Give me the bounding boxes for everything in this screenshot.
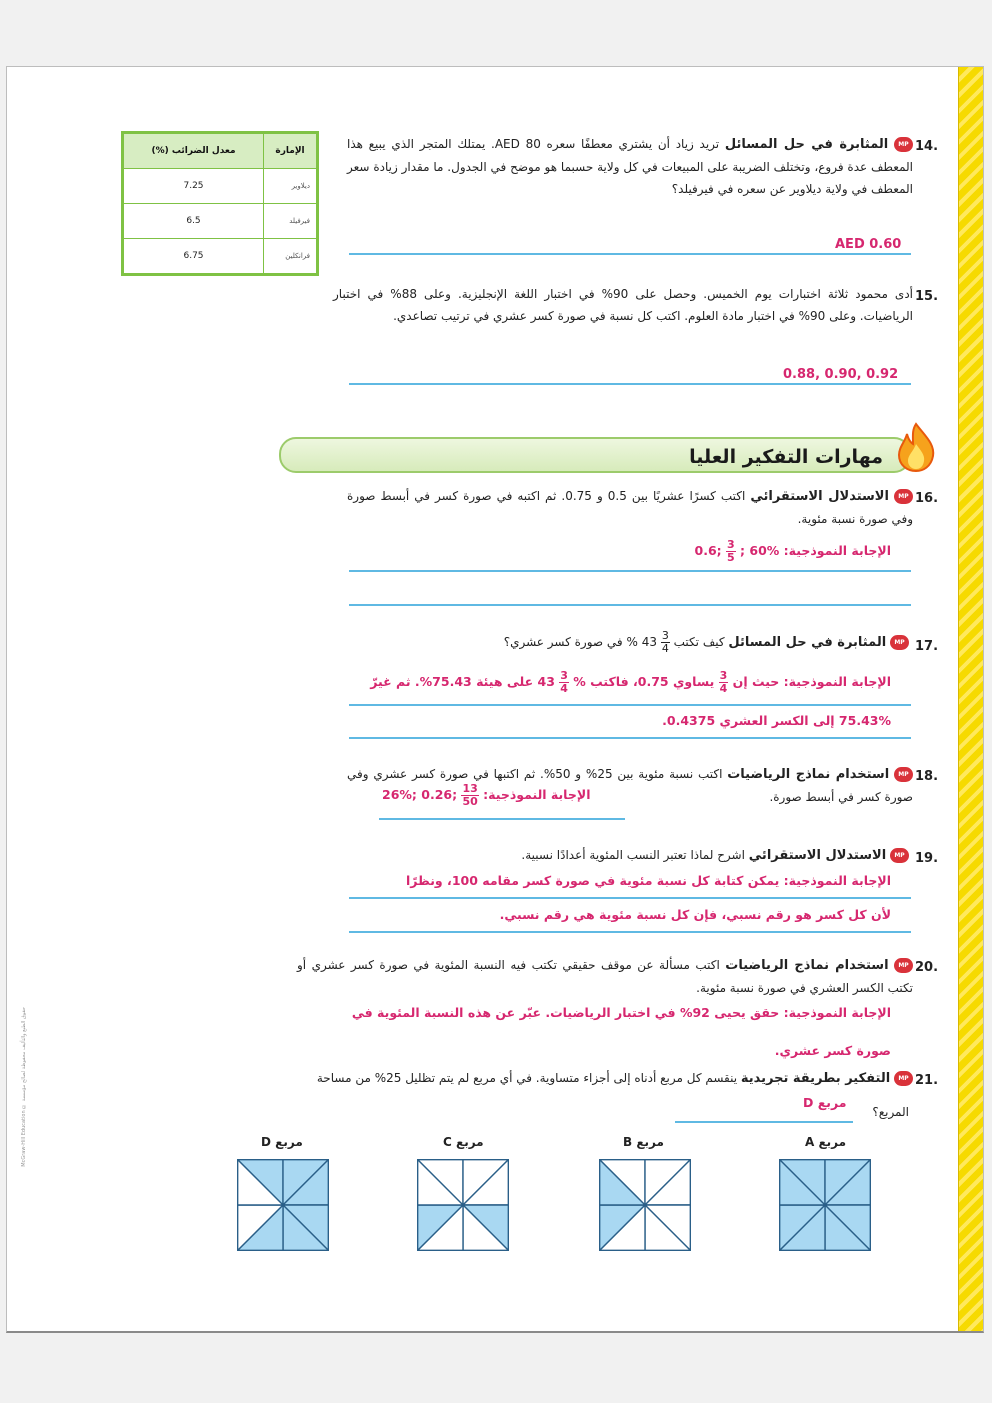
mp-badge-icon: MP [890,848,909,863]
table-cell-state: ديلاوير [264,169,318,204]
question-16-text-body: اكتب كسرًا عشريًا بين 0.5 و 0.75. ثم اكتبه في صورة كسر في أبسط صورة وفي صورة نسبة مئوية. [347,489,913,526]
question-15-number: 15. [915,289,939,304]
mp-badge-icon: MP [894,958,913,973]
flame-icon [895,422,937,472]
table-cell-rate: 7.25 [123,169,264,204]
question-20-text [297,954,913,999]
square-a-figure [779,1159,871,1251]
question-14-number: 14. [915,139,939,154]
question-17-answer-line1 [370,670,891,695]
mp-badge-icon: MP [894,489,913,504]
question-17-number: 17. [915,639,939,654]
answer-values [382,782,479,808]
square-label-d: مربع D [261,1135,303,1149]
question-16-skill: الاستدلال الاستقرائي [750,489,889,504]
question-21-number: 21. [915,1073,939,1088]
answer-percent: ; 60% [740,543,780,558]
table-cell-rate: 6.5 [123,204,264,239]
answer-decimal: 0.6; [694,543,722,558]
answer-fraction [719,670,729,695]
fraction-numerator: 3 [661,629,669,642]
question-20-answer-line1: الإجابة النموذجية: حقق يحيى 92% في اختبار الرياضيات. عبّر عن هذه النسبة المئوية في [351,1005,891,1020]
mp-badge-icon: MP [894,137,913,152]
question-15-text: أدى محمود ثلاثة اختبارات يوم الخميس. وحصل على 90% في اختبار اللغة الإنجليزية. وعلى 88% في اختبار الرياضيات. وعلى 90% في اختبار مادة العلوم. اكتب كل نسبة في صورة كسر عشري في ترتيب تصاعدي. [333,287,913,323]
table-cell-rate: 6.75 [123,239,264,275]
question-14-text-line1: تريد زياد أن يشتري معطفًا سعره AED 80. [491,137,720,151]
answer-fraction [461,783,478,808]
square-label-b: مربع B [623,1135,664,1149]
fraction-denominator: 50 [462,795,478,808]
fraction-numerator: 13 [462,782,478,795]
answer-line [349,604,911,606]
fraction-numerator: 3 [727,538,735,551]
table-row [123,169,318,204]
answer-label: الإجابة النموذجية: [483,787,591,802]
square-label-a: مربع A [805,1135,847,1149]
square-d-figure [237,1159,329,1251]
question-14-answer: AED 0.60 [835,237,902,252]
question-16-number: 16. [915,491,939,506]
question-17-text-b: 43 % في صورة كسر عشري؟ [503,635,657,649]
question-19-number: 19. [915,851,939,866]
question-21-answer: مربع D [803,1095,847,1110]
question-14-text [347,133,913,200]
fraction-denominator: 4 [560,682,568,695]
question-20-text-body: اكتب مسألة عن موقف حقيقي تكتب فيه النسبة المئوية في صورة كسر عشري أو تكتب الكسر العشري في صورة نسبة مئوية. [297,958,913,995]
answer-line [675,1121,853,1123]
question-15-answer: 0.88, 0.90, 0.92 [783,367,899,382]
answer-line [379,818,625,820]
answer-values [694,538,780,564]
copyright-credit: McGraw-Hill Education © حقوق الطبع والتأليف محفوظة لصالح مؤسسة [21,1007,27,1167]
section-title: مهارات التفكير العليا [689,446,883,468]
question-18-text-body: اكتب نسبة مئوية بين 25% و 50%. ثم اكتبها في صورة كسر عشري وفي صورة كسر في أبسط صورة. [347,767,913,804]
side-stripe [958,67,983,1331]
answer-line [349,704,911,706]
answer-fraction [559,670,569,695]
question-18-answer [379,783,593,808]
answer-fraction [726,539,736,564]
table-cell-state: فرانكلين [264,239,318,275]
question-18-number: 18. [915,769,939,784]
square-b-figure [599,1159,691,1251]
question-17-text [504,630,909,655]
fraction-numerator: 3 [560,669,568,682]
fraction-numerator: 3 [719,669,728,682]
question-20-skill: استخدام نماذج الرياضيات [725,958,889,973]
mp-badge-icon: MP [894,1071,913,1086]
question-16-text [347,485,913,530]
tax-rate-table [121,131,319,276]
table-header-rate: معدل الضرائب (%) [123,133,264,169]
question-16-answer [695,539,892,564]
question-19-answer-line1: الإجابة النموذجية: يمكن كتابة كل نسبة مئوية في صورة كسر مقامه 100، ونظرًا [406,873,891,888]
answer-part: 43 على هيئة 75.43%. ثم غيرّ [370,674,555,689]
mp-badge-icon: MP [890,635,909,650]
question-14-skill: المثابرة في حل المسائل [724,137,889,152]
fraction-denominator: 4 [661,642,669,655]
answer-line [349,570,911,572]
square-c-figure [417,1159,509,1251]
table-row [123,204,318,239]
question-17-fraction [661,630,670,655]
question-19-text-body: اشرح لماذا تعتبر النسب المئوية أعدادًا نسبية. [521,848,745,862]
fraction-denominator: 4 [719,682,728,695]
answer-line [349,253,911,255]
question-18-skill: استخدام نماذج الرياضيات [727,767,890,782]
answer-part: الإجابة النموذجية: حيث إن [732,674,891,689]
table-header-row [123,133,318,169]
worksheet-page [6,66,984,1333]
answer-percent-decimal: 26%; 0.26; [382,787,458,802]
table-row [123,239,318,275]
answer-line [349,383,911,385]
fraction-denominator: 5 [727,551,735,564]
question-20-answer-line2: صورة كسر عشري. [774,1043,891,1058]
answer-label: الإجابة النموذجية: [783,543,891,558]
question-17-skill: المثابرة في حل المسائل [728,635,887,650]
square-label-c: مربع C [443,1135,484,1149]
table-cell-state: فيرفيلد [264,204,318,239]
question-17-text-a: كيف تكتب [673,635,725,649]
answer-line [349,931,911,933]
mp-badge-icon: MP [894,767,913,782]
question-19-text [521,844,909,867]
table-header-state: الإمارة [264,133,318,169]
question-20-number: 20. [915,960,939,975]
question-14-text-body: يمتلك المتجر الذي يبيع هذا المعطف عدة فروع، وتختلف الضريبة على المبيعات في كل ولاية حسبما هو موضح في الجدول. ما مقدار زيادة سعر المعطف في ولاية ديلاوير عن سعره في فيرفيلد؟ [347,137,913,196]
question-21-text-line2: المربع؟ [872,1105,909,1119]
question-19-skill: الاستدلال الاستقرائي [748,848,887,863]
answer-line [349,897,911,899]
answer-line [349,737,911,739]
question-21-text [147,1067,913,1090]
question-21-text-body: ينقسم كل مربع أدناه إلى أجزاء متساوية. في أي مربع لم يتم تظليل 25% من مساحة [316,1071,738,1085]
question-19-answer-line2: لأن كل كسر هو رقم نسبي، فإن كل نسبة مئوية هي رقم نسبي. [499,907,891,922]
answer-part: يساوي 0.75، فاكتب % [573,674,715,689]
question-21-skill: التفكير بطريقة تجريدية [740,1071,891,1086]
question-17-answer-line2: 75.43% إلى الكسر العشري 0.4375. [662,713,891,728]
